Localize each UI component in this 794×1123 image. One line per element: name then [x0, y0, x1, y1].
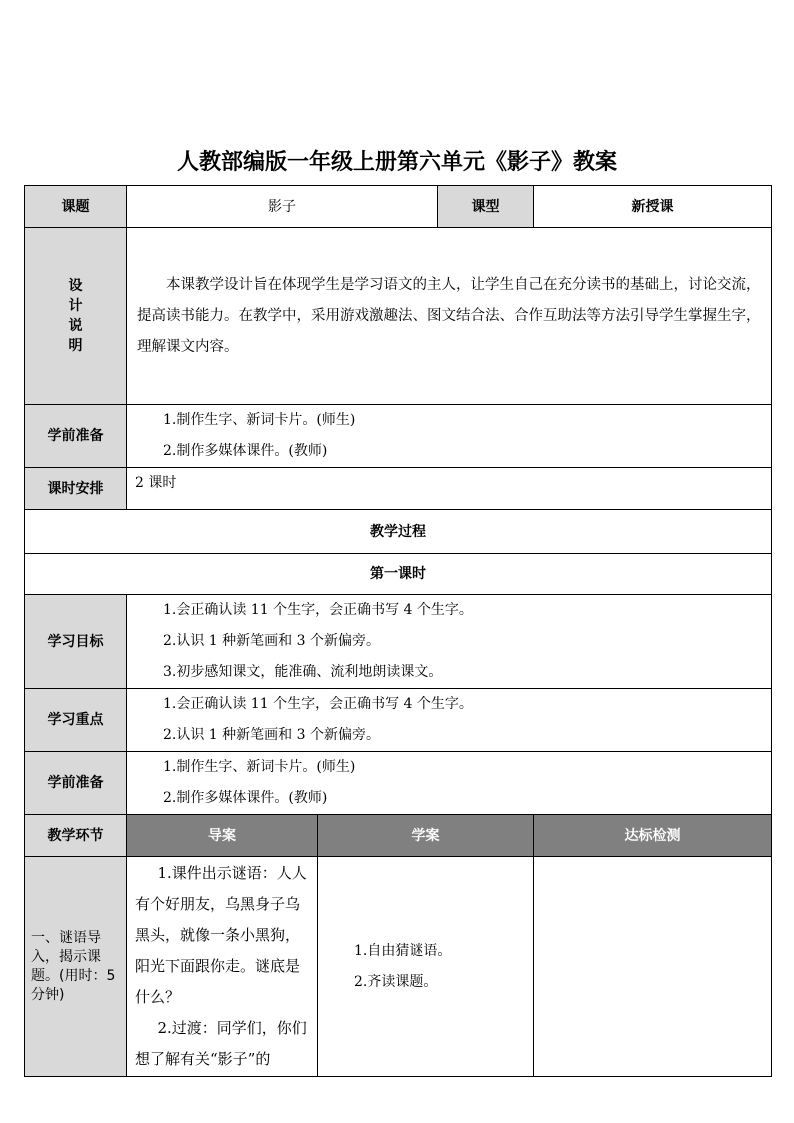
- focus-row: [25, 689, 772, 752]
- prep2-label: 学前准备: [25, 752, 127, 815]
- focus-label: 学习重点: [25, 689, 127, 752]
- schedule-label: 课时安排: [25, 468, 127, 510]
- design-text: 本课教学设计旨在体现学生是学习语文的主人，让学生自己在充分读书的基础上，讨论交流，提高读书能力。在教学中，采用游戏激趣法、图文结合法、合作互助法等方法引导学生掌握生字，理解课文内容。: [137, 276, 761, 355]
- prep-label: 学前准备: [25, 405, 127, 468]
- topic-label: 课题: [25, 186, 127, 228]
- focus-cell: [127, 689, 772, 752]
- stage-header-row: [25, 815, 772, 857]
- design-label: [25, 228, 127, 405]
- stage1-study-cell: [318, 857, 534, 1077]
- topic-row: [25, 186, 772, 228]
- prep2-cell: [127, 752, 772, 815]
- stage1-label-cell: [25, 857, 127, 1077]
- prep-item: 2.制作多媒体课件。(教师): [163, 443, 328, 459]
- study-header: 学案: [318, 815, 534, 857]
- prep-item: 1.制作生字、新词卡片。(师生): [163, 412, 356, 428]
- goals-label: 学习目标: [25, 595, 127, 689]
- stage1-guide-item: 1.课件出示谜语：人人有个好朋友，乌黑身子乌黑头，就像一条小黑狗，阳光下面跟你走。谜底是什么？: [135, 864, 307, 1006]
- stage1-guide-item: 2.过渡：同学们，你们想了解有关“影子”的: [135, 1019, 307, 1068]
- focus-item: 2.认识 1 种新笔画和 3 个新偏旁。: [163, 727, 380, 743]
- stage1-label: 一、谜语导入，揭示课题。(用时：5 分钟): [31, 929, 116, 1003]
- stage1-study-item: 2.齐读课题。: [354, 973, 438, 990]
- design-label-text: 设 计 说 明: [68, 278, 83, 354]
- lesson1-title-row: [25, 554, 772, 595]
- check-header: 达标检测: [534, 815, 772, 857]
- schedule-row: [25, 468, 772, 510]
- guide-header: 导案: [127, 815, 318, 857]
- prep-row: [25, 405, 772, 468]
- stage1-check-cell: [534, 857, 772, 1077]
- prep2-item: 1.制作生字、新词卡片。(师生): [163, 759, 356, 775]
- focus-item: 1.会正确认读 11 个生字，会正确书写 4 个生字。: [163, 696, 473, 712]
- design-text-cell: [127, 228, 772, 405]
- design-row: [25, 228, 772, 405]
- prep2-row: [25, 752, 772, 815]
- goal-item: 2.认识 1 种新笔画和 3 个新偏旁。: [163, 633, 380, 649]
- goal-item: 3.初步感知课文，能准确、流利地朗读课文。: [163, 664, 443, 680]
- goal-item: 1.会正确认读 11 个生字，会正确书写 4 个生字。: [163, 602, 473, 618]
- stage1-guide-cell: [127, 857, 318, 1077]
- goals-row: [25, 595, 772, 689]
- lesson-type-label: 课型: [438, 186, 534, 228]
- process-title: 教学过程: [25, 510, 772, 554]
- goals-cell: [127, 595, 772, 689]
- lesson-type-value: 新授课: [534, 186, 772, 228]
- lesson-plan-table: [24, 185, 772, 1077]
- prep-cell: [127, 405, 772, 468]
- schedule-cell: [127, 468, 772, 510]
- process-title-row: [25, 510, 772, 554]
- lesson1-title: 第一课时: [25, 554, 772, 595]
- prep2-item: 2.制作多媒体课件。(教师): [163, 790, 328, 806]
- topic-value: 影子: [127, 186, 438, 228]
- schedule-value: 2 课时: [135, 475, 177, 491]
- document-title: 人教部编版一年级上册第六单元《影子》教案: [176, 150, 617, 175]
- stage1-study-item: 1.自由猜谜语。: [354, 942, 452, 959]
- stage-header: 教学环节: [25, 815, 127, 857]
- stage1-row: [25, 857, 772, 1077]
